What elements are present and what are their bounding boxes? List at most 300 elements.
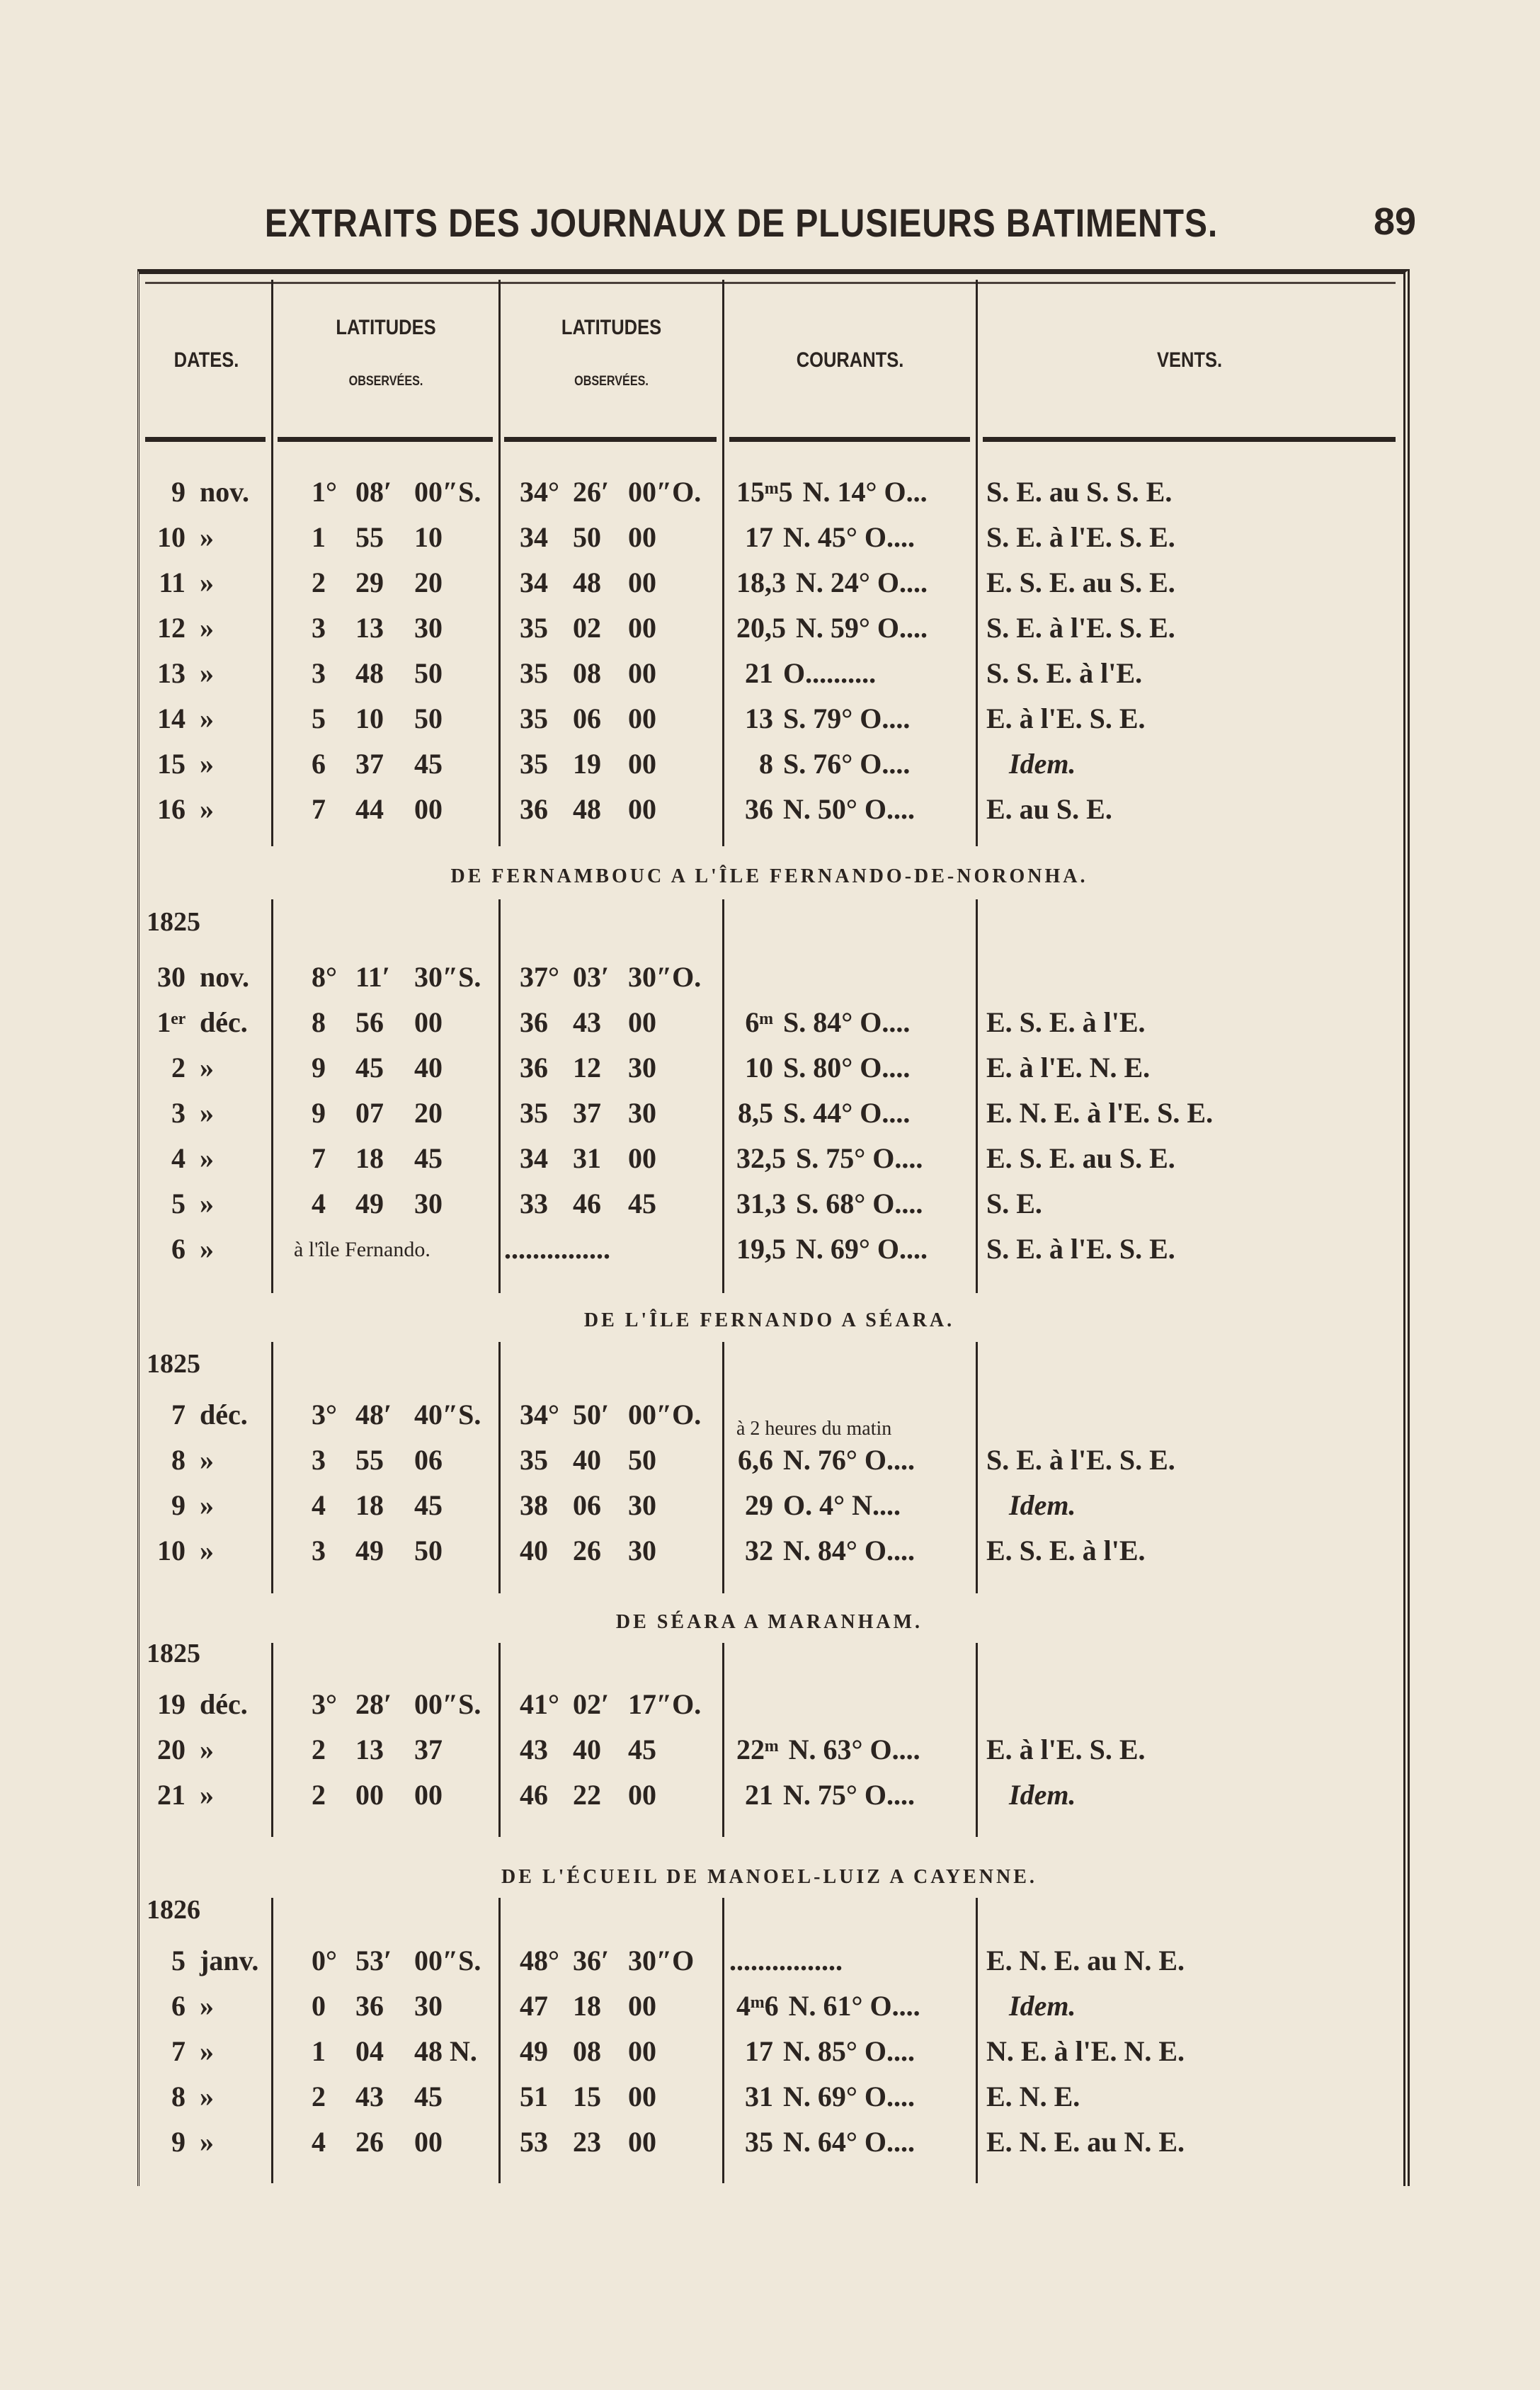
section-year: 1825 [147,1349,200,1379]
courant-direction: S. 80° O.... [783,1052,911,1083]
date-day: 19 [157,1688,186,1720]
longitude-part: 00 [628,612,656,644]
vents: Idem. [1009,748,1076,780]
longitude-part: 46 [520,1779,548,1811]
latitude-part: 36 [355,1990,384,2022]
date-month: » [200,702,214,734]
longitude-part: 50 [573,521,601,553]
longitude-part: 36′ [573,1945,610,1976]
courant [736,792,915,826]
latitude-part: 18 [355,1489,384,1521]
courant-direction: N. 69° O.... [783,2081,915,2112]
section-heading: DE FERNAMBOUC A L'ÎLE FERNANDO-DE-NORONHA. [450,865,1088,887]
latitude-part: 40 [414,1052,443,1083]
header-latitude-sub: OBSERVÉES. [348,374,423,389]
latitude-part: 2 [312,567,326,598]
courant-speed: 20,5 [736,612,786,644]
latitude-part: 00 [414,793,443,825]
table-row [0,1391,1540,1436]
courant [736,611,928,644]
longitude-part: 40 [520,1535,548,1566]
date-day: 16 [157,793,186,825]
longitude-part: 45 [628,1734,656,1765]
courant [736,1989,920,2022]
longitude-part: 53 [520,2126,548,2158]
header-rule [145,437,266,442]
vents: Idem. [1009,1990,1076,2022]
longitude-part: 30 [628,1489,656,1521]
latitude-part: 13 [355,1734,384,1765]
courant [736,1187,923,1220]
longitude-part: 00 [628,657,656,689]
longitude-part: 46 [573,1188,601,1219]
latitude-part: 2 [312,1779,326,1811]
courant-speed: 32,5 [736,1142,786,1174]
courant [736,1096,910,1129]
date-month: » [200,1990,214,2022]
longitude-part: 18 [573,1990,601,2022]
courant [736,1006,910,1039]
latitude-part: 40″S. [414,1399,481,1430]
latitude-part: 00 [355,1779,384,1811]
courant-text: ................ [729,1945,843,1976]
date-day: 8 [171,2081,186,2112]
latitude-part: 00″S. [414,1945,481,1976]
latitude-part: 3 [312,1444,326,1476]
longitude-part: 35 [520,1444,548,1476]
latitude-part: 4 [312,1489,326,1521]
vents: S. S. E. à l'E. [986,657,1143,689]
latitude-part: 37 [414,1734,443,1765]
latitude-part: 04 [355,2035,384,2067]
courant-speed: 35 [745,2126,773,2158]
longitude-part: 48 [573,567,601,598]
longitude-part: 34° [520,1399,559,1430]
longitude-part: 22 [573,1779,601,1811]
date-day: 7 [171,2035,186,2067]
latitude-part: 45 [414,1142,443,1174]
table-row [0,513,1540,559]
section-heading: DE L'ÉCUEIL DE MANOEL-LUIZ A CAYENNE. [501,1866,1037,1888]
courant-speed: 6ᵐ [745,1006,773,1038]
section-year: 1825 [147,907,200,937]
longitude-part: 35 [520,748,548,780]
latitude-part: 30 [414,612,443,644]
date-month: janv. [200,1945,259,1976]
longitude-part: 00 [628,2126,656,2158]
table-row [0,1771,1540,1816]
vents: E. N. E. au N. E. [986,2126,1185,2158]
latitude-part: 29 [355,567,384,598]
latitude-part: 50 [414,702,443,734]
latitude-part: 10 [414,521,443,553]
date-day: 10 [157,1535,186,1566]
section-year: 1826 [147,1895,200,1925]
courant-direction: S. 68° O.... [796,1188,923,1219]
latitude-part: 8 [312,1006,326,1038]
date-month: » [200,1535,214,1566]
longitude-part: 34° [520,476,559,508]
vents: N. E. à l'E. N. E. [986,2035,1185,2067]
table-row [0,785,1540,831]
longitude-part: 43 [573,1006,601,1038]
courant [736,1051,910,1084]
longitude-part: 00 [628,521,656,553]
column-divider [498,280,501,439]
date-month: » [200,1188,214,1219]
column-divider [271,280,273,439]
longitude-part: 06 [573,1489,601,1521]
courant [736,656,876,690]
latitude-part: 3 [312,1535,326,1566]
latitude-part: 55 [355,521,384,553]
vents: S. E. à l'E. S. E. [986,521,1175,553]
latitude-part: 00 [414,1779,443,1811]
date-day: 10 [157,521,186,553]
date-month: déc. [200,1688,248,1720]
longitude-part: 00 [628,1142,656,1174]
vents: Idem. [1009,1779,1076,1811]
date-month: » [200,521,214,553]
table-row [0,2118,1540,2163]
date-month: » [200,1489,214,1521]
courant-speed: 29 [745,1489,773,1521]
longitude-part: 26′ [573,476,610,508]
date-month: » [200,793,214,825]
date-month: déc. [200,1006,248,1038]
latitude-part: 08′ [355,476,392,508]
date-month: » [200,567,214,598]
longitude-part: 30″O [628,1945,695,1976]
longitude-part: 34 [520,521,548,553]
date-day: 20 [157,1734,186,1765]
vents: S. E. à l'E. S. E. [986,1233,1175,1265]
courant-speed: 8 [759,748,773,780]
latitude-part: 4 [312,1188,326,1219]
longitude-part: 48° [520,1945,559,1976]
courant-direction: N. 63° O.... [788,1734,920,1765]
latitude-part: 45 [414,748,443,780]
courant-direction: N. 85° O.... [783,2035,915,2067]
longitude-part: 50′ [573,1399,610,1430]
table-row [0,740,1540,785]
courant-speed: 13 [745,702,773,734]
date-day: 21 [157,1779,186,1811]
header-vents [978,283,1401,439]
vents: S. E. à l'E. S. E. [986,1444,1175,1476]
longitude-part: 00″O. [628,476,702,508]
courant-direction: N. 50° O.... [783,793,915,825]
courant [736,1489,901,1522]
longitude-part: 00 [628,2081,656,2112]
section-0 [0,468,1540,831]
section-fernambouc-noronha [0,865,1540,1270]
section-fernando-seara [0,1309,1540,1572]
latitude-part: 07 [355,1097,384,1129]
courant [736,1778,915,1811]
courant-speed: 17 [745,2035,773,2067]
courant-direction: N. 61° O.... [788,1990,920,2022]
page-title: EXTRAITS DES JOURNAUX DE PLUSIEURS BATIMENTS. [264,200,1219,245]
latitude-part: 1 [312,521,326,553]
table-row [0,1044,1540,1089]
courant [736,1142,923,1175]
latitude-part: 53′ [355,1945,392,1976]
date-day: 8 [171,1444,186,1476]
courant [736,520,915,554]
longitude-part: 02 [573,612,601,644]
header-rule [278,437,493,442]
date-month: » [200,1097,214,1129]
latitude-part: 00 [414,1006,443,1038]
courant-direction: N. 14° O... [802,476,928,508]
courant-speed: 32 [745,1535,773,1566]
longitude-part: 37° [520,961,559,993]
courant [736,1232,928,1265]
courant-speed: 36 [745,793,773,825]
courant [736,702,910,735]
courant-speed: 10 [745,1052,773,1083]
longitude-part: 51 [520,2081,548,2112]
header-longitude-sub: OBSERVÉES. [574,374,649,389]
latitude-part: 20 [414,1097,443,1129]
latitude-part: 3 [312,657,326,689]
latitude-part: 37 [355,748,384,780]
vents: E. S. E. à l'E. [986,1006,1146,1038]
longitude-part: 50 [628,1444,656,1476]
longitude-part: 06 [573,702,601,734]
longitude-part: 43 [520,1734,548,1765]
date-day: 9 [171,2126,186,2158]
longitude-part: 45 [628,1188,656,1219]
latitude-part: 44 [355,793,384,825]
date-day: 1ᵉʳ [156,1006,186,1038]
longitude-part: 49 [520,2035,548,2067]
longitude-part: 36 [520,1006,548,1038]
latitude-part: 2 [312,1734,326,1765]
longitude-part: 00 [628,567,656,598]
longitude-part: 35 [520,702,548,734]
courant-speed: 6,6 [738,1444,773,1476]
latitude-text: à l'île Fernando. [294,1238,430,1261]
longitude-part: 35 [520,657,548,689]
vents: E. S. E. au S. E. [986,1142,1175,1174]
courant [736,475,928,508]
section-seara-maranham [0,1611,1540,1816]
table-row [0,559,1540,604]
latitude-part: 45 [355,1052,384,1083]
header-dates [142,283,271,439]
courant-speed: 31 [745,2081,773,2112]
courant-direction: N. 24° O.... [796,567,928,598]
longitude-part: 00″O. [628,1399,702,1430]
header-vents-label: VENTS. [1156,348,1223,372]
date-month: » [200,2035,214,2067]
longitude-part: 00 [628,1006,656,1038]
date-day: 15 [157,748,186,780]
longitude-part: 48 [573,793,601,825]
table-row [0,1089,1540,1134]
longitude-part: 15 [573,2081,601,2112]
courant [736,2125,915,2158]
courant-speed: 4ᵐ6 [736,1990,779,2022]
longitude-part: 34 [520,567,548,598]
table-row [0,1481,1540,1527]
latitude-part: 3° [312,1399,337,1430]
header-dates-label: DATES. [173,348,239,372]
courant-direction: N. 84° O.... [783,1535,915,1566]
date-month: » [200,1734,214,1765]
table-row [0,604,1540,649]
vents: E. à l'E. S. E. [986,1734,1146,1765]
longitude-part: 23 [573,2126,601,2158]
longitude-part: 00 [628,1779,656,1811]
table-row [0,1436,1540,1481]
longitude-part: 35 [520,612,548,644]
courant-direction: N. 45° O.... [783,521,915,553]
date-day: 30 [157,961,186,993]
table-row [0,1527,1540,1572]
latitude-part: 56 [355,1006,384,1038]
table-row [0,1680,1540,1726]
date-day: 13 [157,657,186,689]
longitude-part: 30 [628,1097,656,1129]
courant [736,566,928,599]
latitude-part: 7 [312,793,326,825]
date-day: 11 [159,567,186,598]
date-day: 7 [171,1399,186,1430]
courant-speed: 21 [745,1779,773,1811]
longitude-part: 03′ [573,961,610,993]
latitude-part: 2 [312,2081,326,2112]
header-courants-label: COURANTS. [796,348,904,372]
latitude-part: 3° [312,1688,337,1720]
longitude-part: 00 [628,793,656,825]
date-day: 12 [157,612,186,644]
courant-speed: 19,5 [736,1233,786,1265]
longitude-part: 00 [628,702,656,734]
table-row [0,468,1540,513]
longitude-part: 36 [520,1052,548,1083]
date-day: 9 [171,476,186,508]
header-rule [504,437,717,442]
latitude-part: 13 [355,612,384,644]
courant-direction: S. 79° O.... [783,702,911,734]
latitude-part: 4 [312,2126,326,2158]
vents: S. E. à l'E. S. E. [986,612,1175,644]
longitude-part: 37 [573,1097,601,1129]
courant-direction: N. 64° O.... [783,2126,915,2158]
latitude-part: 45 [414,1489,443,1521]
latitude-part: 7 [312,1142,326,1174]
latitude-part: 0° [312,1945,337,1976]
courant-speed: 8,5 [738,1097,773,1129]
vents: E. à l'E. N. E. [986,1052,1151,1083]
longitude-part: 30 [628,1535,656,1566]
longitude-part: 00 [628,2035,656,2067]
courant-speed: 15ᵐ5 [736,476,793,508]
column-divider [976,280,978,439]
longitude-part: 00 [628,748,656,780]
header-courants [724,283,976,439]
longitude-part: 30″O. [628,961,702,993]
latitude-part: 48′ [355,1399,392,1430]
longitude-part: 41° [520,1688,559,1720]
vents: E. S. E. au S. E. [986,567,1175,598]
header-longitude [501,283,722,439]
date-month: » [200,1444,214,1476]
date-day: 6 [171,1233,186,1265]
date-day: 9 [171,1489,186,1521]
table-row [0,1937,1540,1982]
latitude-part: 28′ [355,1688,392,1720]
header-latitude-label: LATITUDES [336,316,436,339]
date-month: » [200,657,214,689]
courant-speed: 31,3 [736,1188,786,1219]
courant-direction: O. 4° N.... [783,1489,901,1521]
courant-direction: S. 76° O.... [783,748,911,780]
longitude-part: 02′ [573,1688,610,1720]
latitude-part: 00″S. [414,1688,481,1720]
courant-direction: N. 59° O.... [796,612,928,644]
courant-direction: S. 44° O.... [783,1097,911,1129]
latitude-part: 06 [414,1444,443,1476]
longitude-part: 12 [573,1052,601,1083]
longitude-part: 26 [573,1535,601,1566]
vents: E. N. E. au N. E. [986,1945,1185,1976]
longitude-part: 36 [520,793,548,825]
table-row [0,695,1540,740]
longitude-part: 31 [573,1142,601,1174]
table-row [0,1180,1540,1225]
vents: E. N. E. à l'E. S. E. [986,1097,1214,1129]
date-day: 3 [171,1097,186,1129]
vents: Idem. [1009,1489,1076,1521]
courant-direction: N. 75° O.... [783,1779,915,1811]
latitude-part: 11′ [355,961,391,993]
longitude-part: 40 [573,1734,601,1765]
latitude-part: 0 [312,1990,326,2022]
longitude-part: 08 [573,2035,601,2067]
latitude-part: 1 [312,2035,326,2067]
table-row [0,1726,1540,1771]
date-month: nov. [200,476,250,508]
longitude-part: 08 [573,657,601,689]
courant-speed: 17 [745,521,773,553]
latitude-part: 9 [312,1052,326,1083]
courant-speed: 18,3 [736,567,786,598]
courant-note: à 2 heures du matin [736,1418,892,1440]
vents: E. S. E. à l'E. [986,1535,1146,1566]
section-manoel-luiz-cayenne [0,1866,1540,2163]
courant-speed: 22ᵐ [736,1734,779,1765]
courant-direction: S. 75° O.... [796,1142,923,1174]
table-row [0,2073,1540,2118]
latitude-part: 49 [355,1535,384,1566]
longitude-part: 47 [520,1990,548,2022]
date-day: 14 [157,702,186,734]
vents: S. E. au S. S. E. [986,476,1173,508]
latitude-part: 30 [414,1990,443,2022]
courant [736,747,910,780]
latitude-part: 50 [414,657,443,689]
courant [736,2035,915,2068]
date-month: » [200,2126,214,2158]
latitude-part: 10 [355,702,384,734]
latitude-part: 30″S. [414,961,481,993]
latitude-part: 00 [414,2126,443,2158]
courant-direction: N. 76° O.... [783,1444,915,1476]
